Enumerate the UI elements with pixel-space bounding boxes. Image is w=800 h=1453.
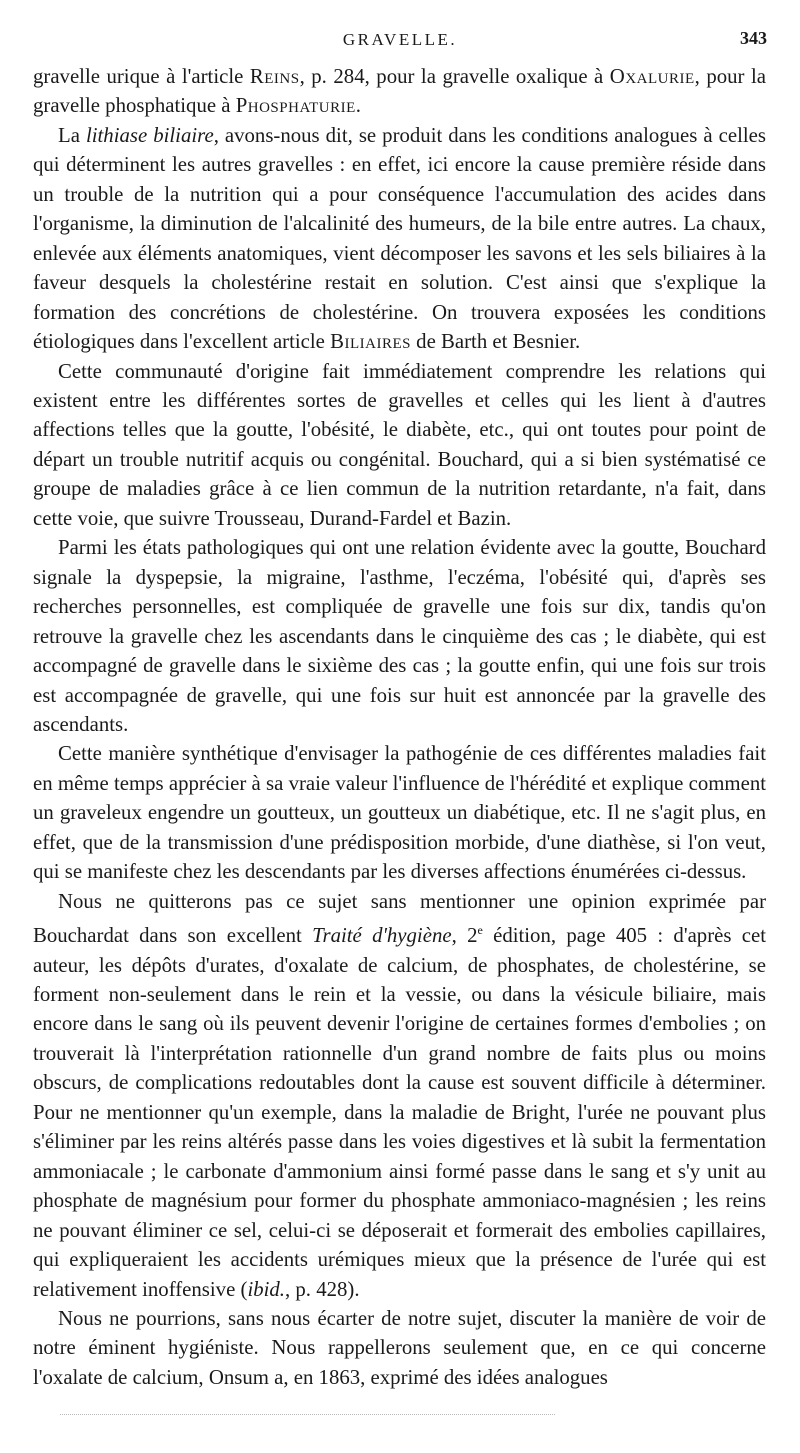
small-caps-reference: Reins: [249, 65, 300, 88]
italic-text: lithiase biliaire: [85, 123, 214, 147]
text-run: .: [355, 94, 361, 118]
text-run: Nous ne pourrions, sans nous écarter de notre sujet, discuter la manière de voir de notre éminent hygiéniste. Nous rappellerons seulement que, en ce qui concerne l'oxalate de calcium, Onsum a, en 1863, exprimé des idées analogues: [33, 1306, 766, 1389]
text-run: , p. 428).: [285, 1277, 360, 1301]
text-run: , 2: [451, 924, 478, 948]
italic-text: Traité d'hygiène: [312, 924, 452, 948]
small-caps-reference: Phosphaturie: [235, 94, 356, 118]
paragraph: [33, 739, 766, 886]
body-text: [33, 62, 766, 1392]
running-title: GRAVELLE.: [342, 30, 458, 49]
text-run: Cette manière synthétique d'envisager la pathogénie de ces différentes maladies fait en même temps apprécier à sa vraie valeur l'influence de l'hérédité et explique comment un graveleux engendre un goutteux, un goutteux un diabétique, etc. Il ne s'agit plus, en effet, que de la transmission d'une prédisposition morbide, d'une diathèse, si l'on veut, qui se manifeste chez les descendants par les diverses affections énumérées ci-dessus.: [33, 742, 766, 884]
paragraph: [33, 121, 766, 357]
text-run: , pour la gravelle phosphatique à: [33, 65, 766, 118]
italic-text: ibid.: [247, 1277, 285, 1301]
text-run: de Barth et Besnier.: [410, 330, 581, 354]
paragraph: [33, 533, 766, 739]
paragraph: [33, 1304, 766, 1392]
page-number: 343: [740, 28, 767, 48]
paragraph: [33, 62, 766, 121]
page-header: [33, 30, 767, 56]
text-run: Cette communauté d'origine fait immédiatement comprendre les relations qui existent entre les différentes sortes de gravelles et celles qui les lient à d'autres affections telles que la goutte, l'obésité, le diabète, etc., qui ont toutes pour point de départ un trouble nutritif acquis ou congénital. Bouchard, qui a si bien systématisé ce groupe de maladies grâce à ce lien commun de la nutrition retardante, n'a fait, dans cette voie, que suivre Trousseau, Durand-Fardel et Bazin.: [33, 359, 766, 530]
small-caps-reference: Oxalurie: [609, 65, 695, 88]
text-run: Nous ne quitterons pas ce sujet sans mentionner une opinion exprimée par Bouchardat dans son excellent: [33, 889, 766, 948]
paragraph: [33, 357, 766, 534]
text-run: gravelle urique à l'article: [33, 65, 250, 88]
bottom-rule: [60, 1414, 555, 1415]
text-run: , p. 284, pour la gravelle oxalique à: [299, 65, 610, 88]
superscript: e: [477, 923, 483, 938]
text-run: La: [58, 123, 86, 147]
text-run: Parmi les états pathologiques qui ont une relation évidente avec la goutte, Bouchard signale la dyspepsie, la migraine, l'asthme, l'eczéma, l'obésité qui, d'après ses recherches personnelles, est compliquée de gravelle une fois sur dix, tandis qu'on retrouve la gravelle chez les ascendants dans le cinquième des cas ; le diabète, qui est accompagné de gravelle dans le sixième des cas ; la goutte enfin, qui une fois sur trois est accompagnée de gravelle, qui une fois sur huit est annoncée par la gravelle des ascendants.: [33, 536, 766, 736]
paragraph: [33, 887, 766, 1304]
text-run: , avons-nous dit, se produit dans les conditions analogues à celles qui déterminent les autres gravelles : en effet, ici encore la cause première réside dans un trouble de la nutrition qui a pour conséquence l'accumulation des acides dans l'organisme, la diminution de l'alcalinité des humeurs, de la bile entre autres. La chaux, enlevée aux éléments anatomiques, vient décomposer les savons et les sels biliaires à la faveur desquels la cholestérine restait en solution. C'est ainsi que s'explique la formation des concrétions de cholestérine. On trouvera exposées les conditions étiologiques dans l'excellent article: [33, 123, 766, 354]
small-caps-reference: Biliaires: [330, 330, 411, 354]
text-run: édition, page 405 : d'après cet auteur, les dépôts d'urates, d'oxalate de calcium, de phosphates, de cholestérine, se forment non-seulement dans le rein et la vessie, ou dans la vésicule biliaire, mais encore dans le sang où ils peuvent devenir l'origine de certaines formes d'embolies ; on trouverait là l'interprétation rationnelle d'un grand nombre de faits plus ou moins obscurs, de complications redoutables dont la cause est souvent difficile à déterminer. Pour ne mentionner qu'un exemple, dans la maladie de Bright, l'urée ne pouvant plus s'éliminer par les reins altérés passe dans les voies digestives et là subit la fermentation ammoniacale ; le carbonate d'ammonium ainsi formé passe dans le sang et s'y unit au phosphate de magnésium pour former du phosphate ammoniaco-magnésien ; les reins ne pouvant éliminer ce sel, celui-ci se déposerait et formerait des embolies capillaires, qui expliqueraient les accidents urémiques mieux que la présence de l'urée qui est relativement inoffensive (: [33, 924, 766, 1301]
